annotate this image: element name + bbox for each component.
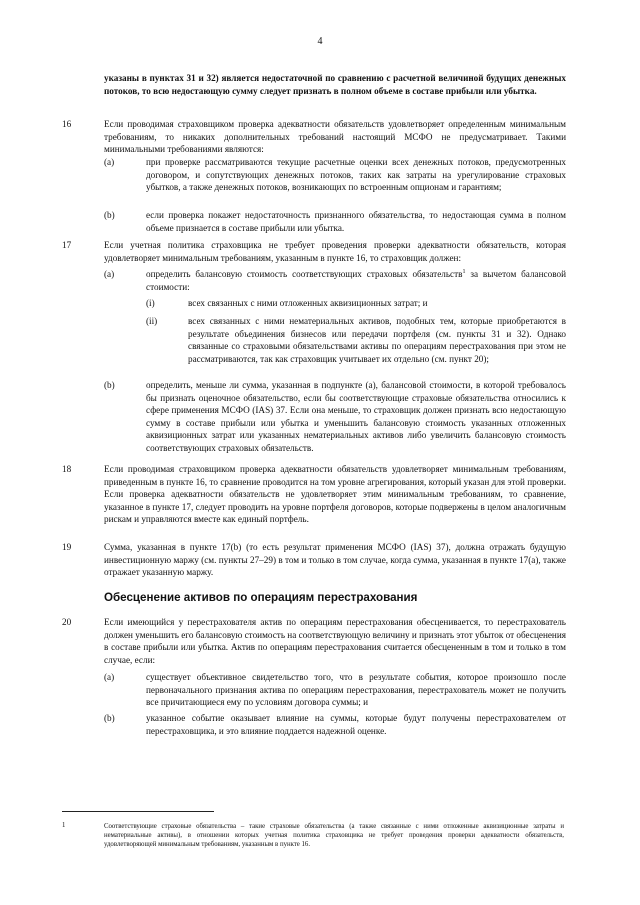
paragraph-16-b-text: если проверка покажет недостаточность признанного обязательства, то недостающая сумма в полном объеме признается в составе прибыли или убытка. [146, 210, 566, 233]
paragraph-16-text: Если проводимая страховщиком проверка адекватности обязательств удовлетворяет определенным минимальным требованиям, то никаких дополнительных требований настоящий МСФО не предусматривает. Такими минимальными требованиями являются: [104, 119, 566, 155]
paragraph-17-i-label: (i) [146, 298, 155, 308]
paragraph-17-text: Если учетная политика страховщика не требует проведения проверки адекватности обязательств, которая удовлетворяет минимальным требованиям, указанным в пункте 16, то страховщик должен: [104, 240, 566, 263]
footnote-text: Соответствующие страховые обязательства – такие страховые обязательства (а также связанные с ними отложенные аквизиционные затраты и нематериальные активы), в отношении которых учетная политика страховщика не требует проведения проверки адекватности обязательств, удовлетворяющей минимальным требованиям, указанным в пункте 16. [104, 823, 564, 848]
paragraph-17-i-text: всех связанных с ними отложенных аквизиционных затрат; и [188, 298, 428, 308]
paragraph-16-number: 16 [62, 119, 72, 129]
paragraph-17-b-label: (b) [104, 380, 115, 390]
paragraph-17-number: 17 [62, 240, 72, 250]
paragraph-17-a-text [146, 268, 566, 293]
paragraph-16-b-label: (b) [104, 210, 115, 220]
page-number: 4 [317, 36, 323, 47]
paragraph-17-a-text-part2: за вычетом балансовой стоимости: [146, 269, 566, 292]
paragraph-17-ii-text: всех связанных с ними нематериальных активов, подобных тем, которые приобретаются в результате объединения бизнесов или передачи портфеля (см. пункты 31 и 32). Однако связанные со страховыми обязательствами активы по операциям перестрахования при этом не рассматриваются, так как страховщик учитывает их отдельно (см. пункт 20); [188, 316, 566, 364]
paragraph-17-a-text-part1: определить балансовую стоимость соответствующих страховых обязательств [146, 269, 463, 279]
footnote-mark: 1 [62, 822, 66, 829]
paragraph-20-text: Если имеющийся у перестрахователя актив по операциям перестрахования обесценивается, то перестрахователь должен уменьшить его балансовую стоимость на соответствующую величину и признать этот убыток от обесценения в составе прибыли или убытка. Актив по операциям перестрахования считается обесцененным в том и только в том случае, если: [104, 617, 566, 665]
paragraph-20-b-label: (b) [104, 713, 115, 723]
paragraph-20-number: 20 [62, 617, 72, 627]
paragraph-20-a-label: (a) [104, 672, 115, 682]
paragraph-16-a-text: при проверке рассматриваются текущие расчетные оценки всех денежных потоков, предусмотренных договором, и сопутствующих денежных потоков, таких как затраты на урегулирование страховых убытков, а также денежных потоков, возникающих по встроенным опционам и гарантиям; [146, 157, 566, 193]
footnote-separator [62, 811, 214, 812]
paragraph-18-text: Если проводимая страховщиком проверка адекватности обязательств удовлетворяет минимальным требованиям, приведенным в пункте 16, то сравнение проводится на том уровне агрегирования, который указан для этой проверки. Если проверка адекватности обязательств не удовлетворяет этим минимальным требованиям, то сравнение, указанное в пункте 17, следует проводить на уровне портфеля договоров, которые подвержены в целом аналогичным рискам и управляются вместе как единый портфель. [104, 464, 566, 525]
paragraph-17-a-label: (a) [104, 269, 115, 279]
section-heading: Обесценение активов по операциям перестрахования [104, 591, 418, 604]
paragraph-18-number: 18 [62, 464, 72, 474]
paragraph-16-a-label: (a) [104, 157, 115, 167]
paragraph-19-number: 19 [62, 542, 72, 552]
paragraph-17-ii-label: (ii) [146, 316, 158, 326]
footnote-reference-1: 1 [462, 268, 466, 275]
paragraph-20-a-text: существует объективное свидетельство того, что в результате события, которое произошло после первоначального признания актива по операциям перестрахования, перестрахователь может не получить все причитающиеся ему по условиям договора суммы; и [146, 672, 566, 708]
paragraph-17-b-text: определить, меньше ли сумма, указанная в подпункте (a), балансовой стоимости, в которой требовалось бы признать оценочное обязательство, если бы соответствующие страховые обязательства относились к сфере применения МСФО (IAS) 37. Если она меньше, то страховщик должен признать всю недостающую сумму в составе прибыли или убытка и уменьшить балансовую стоимость указанных отложенных аквизиционных затрат или указанных нематериальных активов либо увеличить балансовую стоимость соответствующих страховых обязательств. [146, 380, 566, 453]
paragraph-19-text: Сумма, указанная в пункте 17(b) (то есть результат применения МСФО (IAS) 37), должна отражать будущую инвестиционную маржу (см. пункты 27–29) в том и только в том случае, когда сумма, указанная в пункте 17(a), также отражает указанную маржу. [104, 542, 566, 578]
paragraph-15-continuation: указаны в пунктах 31 и 32) является недостаточной по сравнению с расчетной величиной будущих денежных потоков, то всю недостающую сумму следует признать в полном объеме в составе прибыли или убытка. [104, 73, 566, 96]
paragraph-20-b-text: указанное событие оказывает влияние на суммы, которые будут получены перестрахователем от перестраховщика, и это влияние поддается надежной оценке. [146, 713, 566, 736]
